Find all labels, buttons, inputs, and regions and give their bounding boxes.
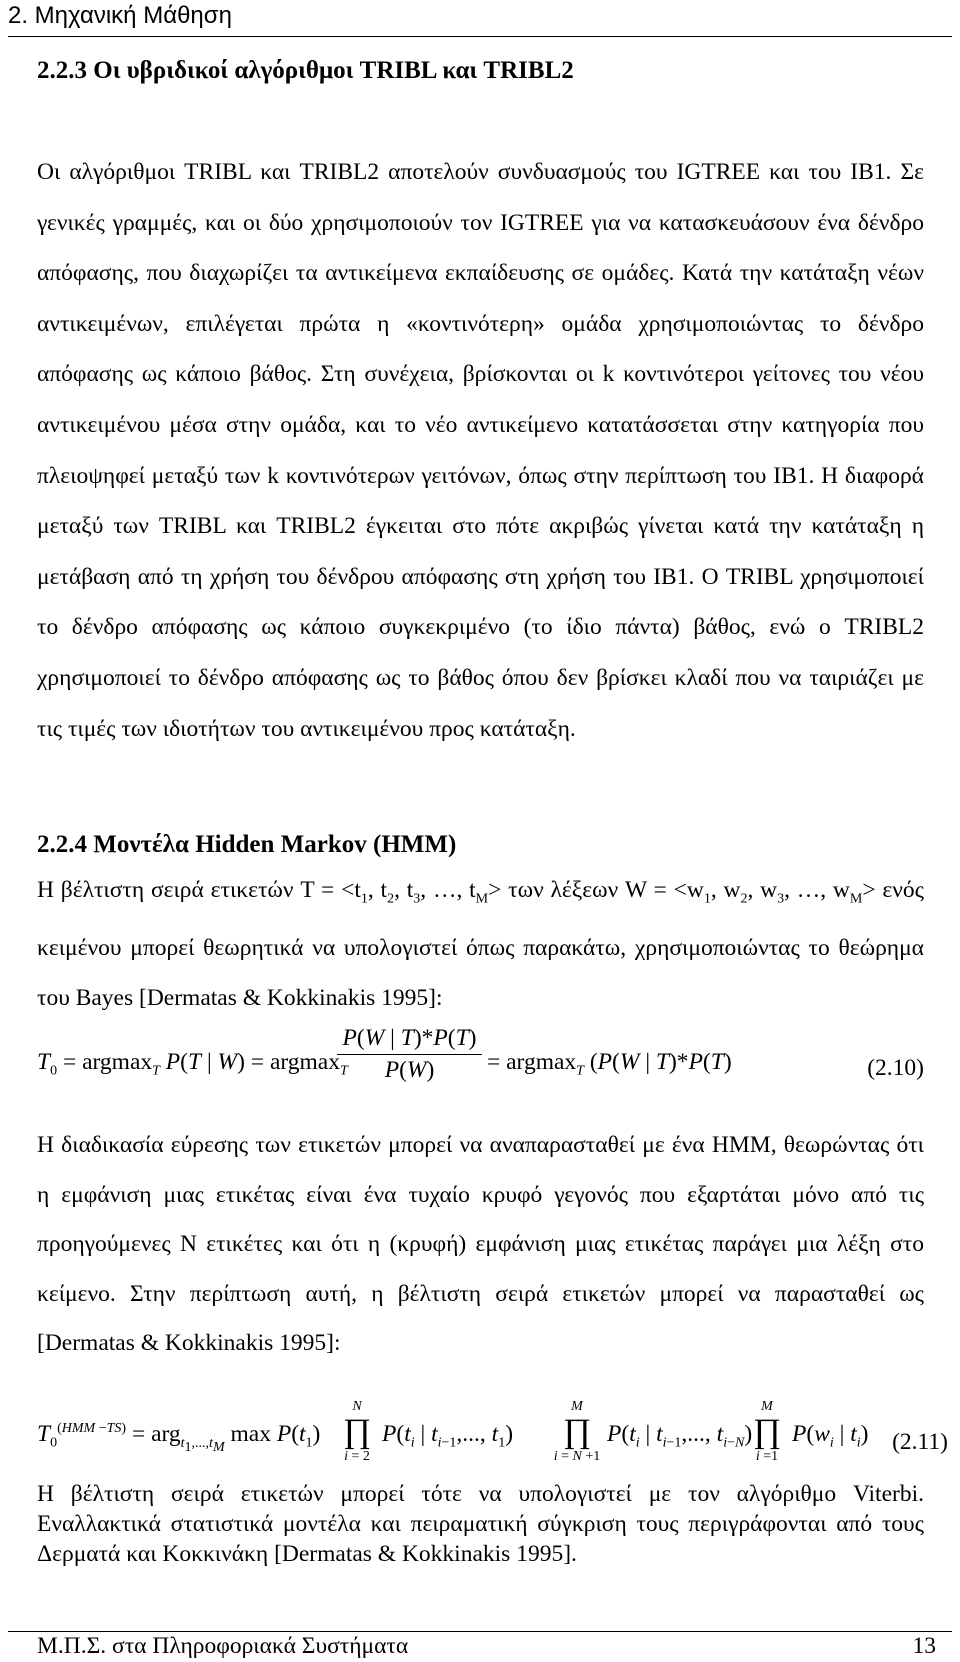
header-rule [8,36,952,37]
equation-number-2-11: (2.11) [892,1429,948,1455]
page-number: 13 [912,1633,936,1659]
section-heading-tribl: 2.2.3 Οι υβριδικοί αλγόριθμοι TRIBL και TRIBL2 [37,57,574,84]
footer-rule [8,1631,952,1632]
running-header: 2. Μηχανική Μάθηση [8,2,232,29]
section-heading-hmm: 2.2.4 Μοντέλα Hidden Markov (HMM) [37,831,457,858]
equation-2-10: $T_0 = argmax_T$ P(T | W) = argmax$_T$ P(W | T)*P(T) P(W) = argmax$_T$ (P(W | T)*P(T) (2.10) [37,1025,924,1083]
equation-number-2-10: (2.10) [867,1055,924,1081]
hmm-intro-tail: χρησιμοποιώντας το θεώρημα του Bayes [Dermatas & Kokkinakis 1995]: [37,935,924,1011]
paragraph-hmm-process: Η διαδικασία εύρεσης των ετικετών μπορεί να αναπαρασταθεί με ένα HMM, θεωρώντας ότι η εμφάνιση μιας ετικέτας είναι ένα τυχαίο κρυφό γεγονός που εξαρτάται μόνο από τις προηγούμενες N ετικέτες και ότι η (κρυφή) εμφάνιση μιας ετικέτας παράγει μια λέξη στο κείμενο. Στην περίπτωση αυτή, η βέλτιστη σειρά ετικετών μπορεί να παρασταθεί ως [Dermatas & Kokkinakis 1995]: [37,1132,924,1356]
paragraph-tribl: Οι αλγόριθμοι TRIBL και TRIBL2 αποτελούν συνδυασμούς του IGTREE και του IB1. Σε γενικές γραμμές, και οι δύο χρησιμοποιούν τον IGTREE για να κατασκευάσουν ένα δένδρο απόφασης, που διαχωρίζει τα αντικείμενα εκπαίδευσης σε ομάδες. Κατά την κατάταξη νέων αντικειμένων, επιλέγεται πρώτα η «κοντινότερη» ομάδα χρησιμοποιώντας το δένδρο απόφασης ως κάποιο βάθος. Στη συνέχεια, βρίσκονται οι k κοντινότεροι γείτονες του νέου αντικειμένου μέσα στην ομάδα, και το νέο αντικείμενο κατατάσσεται στην κατηγορία που πλειοψηφεί μεταξύ των k κοντινότερων γειτόνων, όπως στην περίπτωση του IB1. Η διαφορά μεταξύ των TRIBL και TRIBL2 έγκειται στο πότε ακριβώς γίνεται κατά την κατάταξη η μετάβαση από τη χρήση του δένδρου απόφασης στη χρήση του IB1. Ο TRIBL χρησιμοποιεί το δένδρο απόφασης ως κάποιο συγκεκριμένο (το ίδιο πάντα) βάθος, ενώ ο TRIBL2 χρησιμοποιεί το δένδρο απόφασης ως το βάθος όπου δεν βρίσκει κλαδί που να ταιριάζει με τις τιμές των ιδιοτήτων του αντικειμένου προς κατάταξη. [37,159,924,742]
paragraph-viterbi: Η βέλτιστη σειρά ετικετών μπορεί τότε να υπολογιστεί με τον αλγόριθμο Viterbi. Εναλλακτικά στατιστικά μοντέλα και πειραματική σύγκριση τους περιγράφονται από τους Δερματά και Κοκκινάκη [Dermatas & Kokkinakis 1995]. [37,1481,924,1567]
paragraph-hmm-intro: Η βέλτιστη σειρά ετικετών $T = <t_1$, $t_2$, $t_3$, …, $t_M> \tau\omega\nu$ λέξεων $W = <w_1$, $w_2$, $w_3$, …, $w_M> \varepsilon\nu ό\varsigma$ κειμένου μπορεί θεωρητικά να υπολογιστεί όπως παρακάτω, χρησιμοποιώντας το θεώρημα του Bayes [Dermatas & Kokkinakis 1995]: [37,877,924,1011]
equation-2-11: $T_0^{(HMM -TS)} = arg_{t_1,...,t_M}$ $\max P(t_1)$ N ∏ i = 2 $P(t_i$ | $t_{i-1}$,..., $t_1$) M ∏ i = N +1 $P(t_i$ | $t_{i-1}$,..., $t_{i-N}$) M ∏ i =1 $P(w_i$ | $t_i$) (2.11) [37,1399,948,1464]
footer-program: Μ.Π.Σ. στα Πληροφοριακά Συστήματα [37,1633,409,1659]
hmm-intro-lead: Η βέλτιστη σειρά ετικετών T = <t [37,877,361,903]
